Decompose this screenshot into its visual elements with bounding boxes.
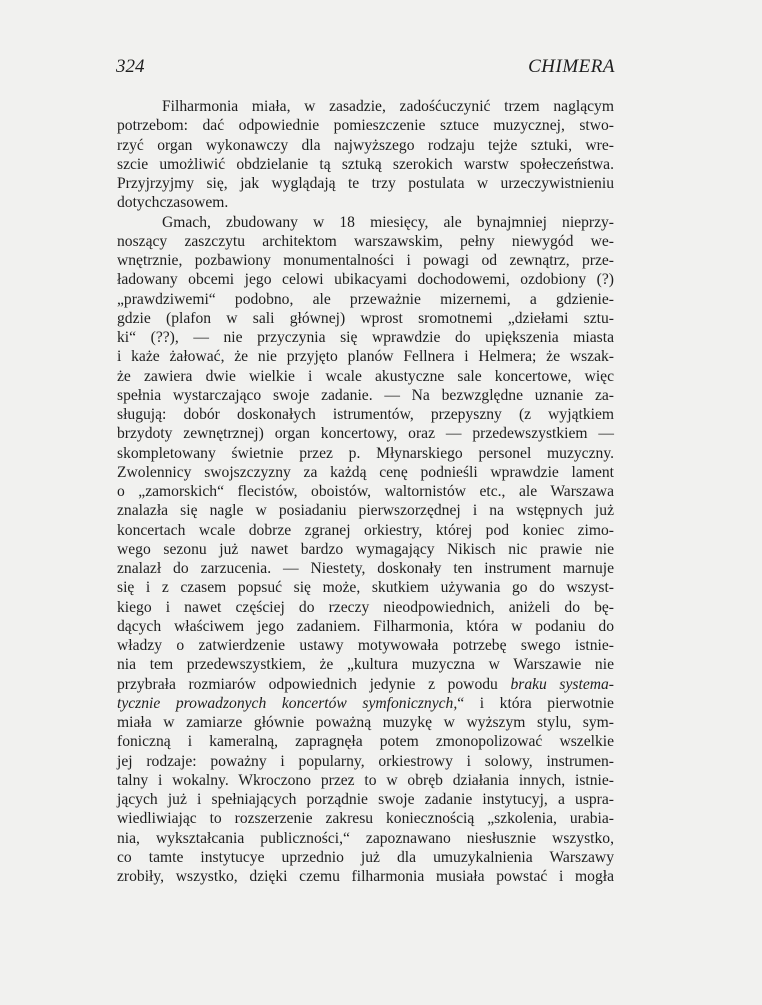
text-line [117,848,614,867]
text-segment: noszący zaszczytu architektom warszawskim, pełny niewygód we- [117,232,614,250]
text-segment: wnętrznie, pozbawiony monumentalności i powagi od zewnątrz, prze- [117,252,614,269]
text-segment: ki“ (??), — nie przyczynia się wprawdzie do upiększenia miasta [117,329,614,346]
text-segment: skompletowany świetnie przez p. Młynarskiego personel muzyczny. [117,444,614,462]
text-line [117,482,614,501]
text-line [117,559,614,578]
text-line [117,540,614,559]
text-segment: Gmach, zbudowany w 18 miesięcy, ale bynajmniej nieprzy- [162,213,614,231]
text-segment: o „zamorskich“ flecistów, oboistów, waltornistów etc., ale Warszawa [117,483,614,500]
text-segment: nia, wykształcania publiczności,“ zapoznawano niesłusznie wszystko, [117,829,614,847]
text-segment: znalazł do zarzucenia. — Niestety, doskonały ten instrument marnuje [117,560,614,577]
text-segment: jej rodzaje: poważny i popularny, orkiestrowy i solowy, instrumen- [117,752,614,770]
text-line [117,444,614,463]
text-segment: talny i wokalny. Wkroczono przez to w obręb działania innych, istnie- [117,771,614,789]
text-line [117,694,614,713]
text-line [117,578,614,597]
text-segment: kiego i nawet częściej do rzeczy nieodpowiednich, aniżeli do bę- [117,598,614,616]
text-segment: foniczną i kameralną, zapragnęła potem zmonopolizować wszelkie [117,733,614,751]
running-title: CHIMERA [528,56,615,77]
italic-text: braku systema- [510,675,614,693]
text-segment: „prawdziwemi“ podobno, ale przeważnie mizernemi, a gdzienie- [117,290,614,308]
text-line [117,347,614,366]
page-number: 324 [116,56,145,77]
text-line [117,521,614,540]
text-segment: miała w zamiarze głównie poważną muzykę w wyższym stylu, sym- [117,714,614,731]
text-segment: znalazła się nagle w posiadaniu pierwszorzędnej i na wstępnych już [117,502,614,520]
text-line [117,97,614,116]
text-segment: “ i która pierwotnie [457,694,614,712]
text-line [117,732,614,751]
text-line [117,675,614,694]
text-segment: zrobiły, wszystko, dzięki czemu filharmonia musiała powstać i mogła [117,868,614,885]
text-line [117,386,614,405]
text-segment: wiedliwiając to rozszerzenie zakresu koniecznością „szkolenia, urabia- [117,810,614,828]
text-segment: ładowany obcemi jego celowi ubikacyami dochodowemi, ozdobiony (?) [117,271,614,289]
text-segment: szcie umożliwić obdzielanie tą sztuką szerokich warstw społeczeństwa. [117,155,614,173]
text-segment: spełnia wystarczająco swoje zadanie. — Na bezwzględne uznanie za- [117,386,614,404]
text-line [117,790,614,809]
text-line [117,636,614,655]
text-line [117,136,614,155]
text-segment: sługują: dobór doskonałych istrumentów, przepyszny (z wyjątkiem [117,406,614,423]
text-segment: nia tem przedewszystkiem, że „kultura muzyczna w Warszawie nie [117,656,614,674]
text-line [117,232,614,251]
text-line [117,463,614,482]
text-line [117,367,614,386]
text-segment: koncertach wcale dobrze zgranej orkiestry, której pod koniec zimo- [117,521,614,539]
text-line [117,713,614,732]
text-line [117,309,614,328]
text-line [117,771,614,790]
text-segment: co tamte instytucye uprzednio już dla umuzykalnienia Warszawy [117,848,614,866]
text-segment: brzydoty zewnętrznej) organ koncertowy, oraz — przedewszystkiem — [117,425,614,443]
text-segment: i każe żałować, że nie przyjęto planów Fellnera i Helmera; że wszak- [117,348,614,366]
text-line [117,290,614,309]
text-line [117,829,614,848]
text-line [117,405,614,424]
text-line [117,655,614,674]
text-segment: że zawiera dwie wielkie i wcale akustyczne sale koncertowe, więc [117,367,614,385]
italic-text: tycznie prowadzonych koncertów symfonicznych, [117,694,458,712]
text-segment: potrzebom: dać odpowiednie pomieszczenie sztuce muzycznej, stwo- [117,117,614,135]
text-segment: przybrała rozmiarów odpowiednich jedynie z powodu [117,675,511,693]
text-line [117,598,614,617]
text-line [117,501,614,520]
text-line [117,116,614,135]
text-line [117,193,614,212]
text-segment: Zwolennicy swojszczyzny za każdą cenę podnieśli wprawdzie lament [117,463,614,481]
text-line [117,174,614,193]
text-segment: dących właściwem jego zadaniem. Filharmonia, która w podaniu do [117,617,614,635]
body-text [117,97,614,886]
text-segment: się i z czasem popsuć się może, skutkiem używania go do wszyst- [117,579,614,597]
text-line [117,270,614,289]
text-segment: rzyć organ wykonawczy dla najwyższego rodzaju tejże sztuki, wre- [117,136,614,154]
text-line [117,809,614,828]
text-line [117,617,614,636]
text-segment: jących już i spełniających porządnie swoje zadanie instytucyj, a uspra- [117,791,614,808]
page-header [116,56,615,80]
text-segment: Przyjrzyjmy się, jak wyglądają te trzy postulata w urzeczywistnieniu [117,175,614,192]
text-line [117,867,614,886]
text-segment: dotychczasowem. [117,194,229,212]
text-line [117,328,614,347]
text-segment: gdzie (plafon w sali głównej) wprost sromotnemi „dziełami sztu- [117,309,614,327]
text-line [117,213,614,232]
text-line [117,251,614,270]
text-segment: Filharmonia miała, w zasadzie, zadośćuczynić trzem naglącym [162,98,614,115]
text-segment: władzy o zatwierdzenie ustawy motywowała potrzebę swego istnie- [117,637,614,654]
text-line [117,155,614,174]
text-line [117,424,614,443]
text-line [117,752,614,771]
text-segment: wego sezonu już nawet bardzo wymagający Nikisch nic prawie nie [117,540,614,558]
